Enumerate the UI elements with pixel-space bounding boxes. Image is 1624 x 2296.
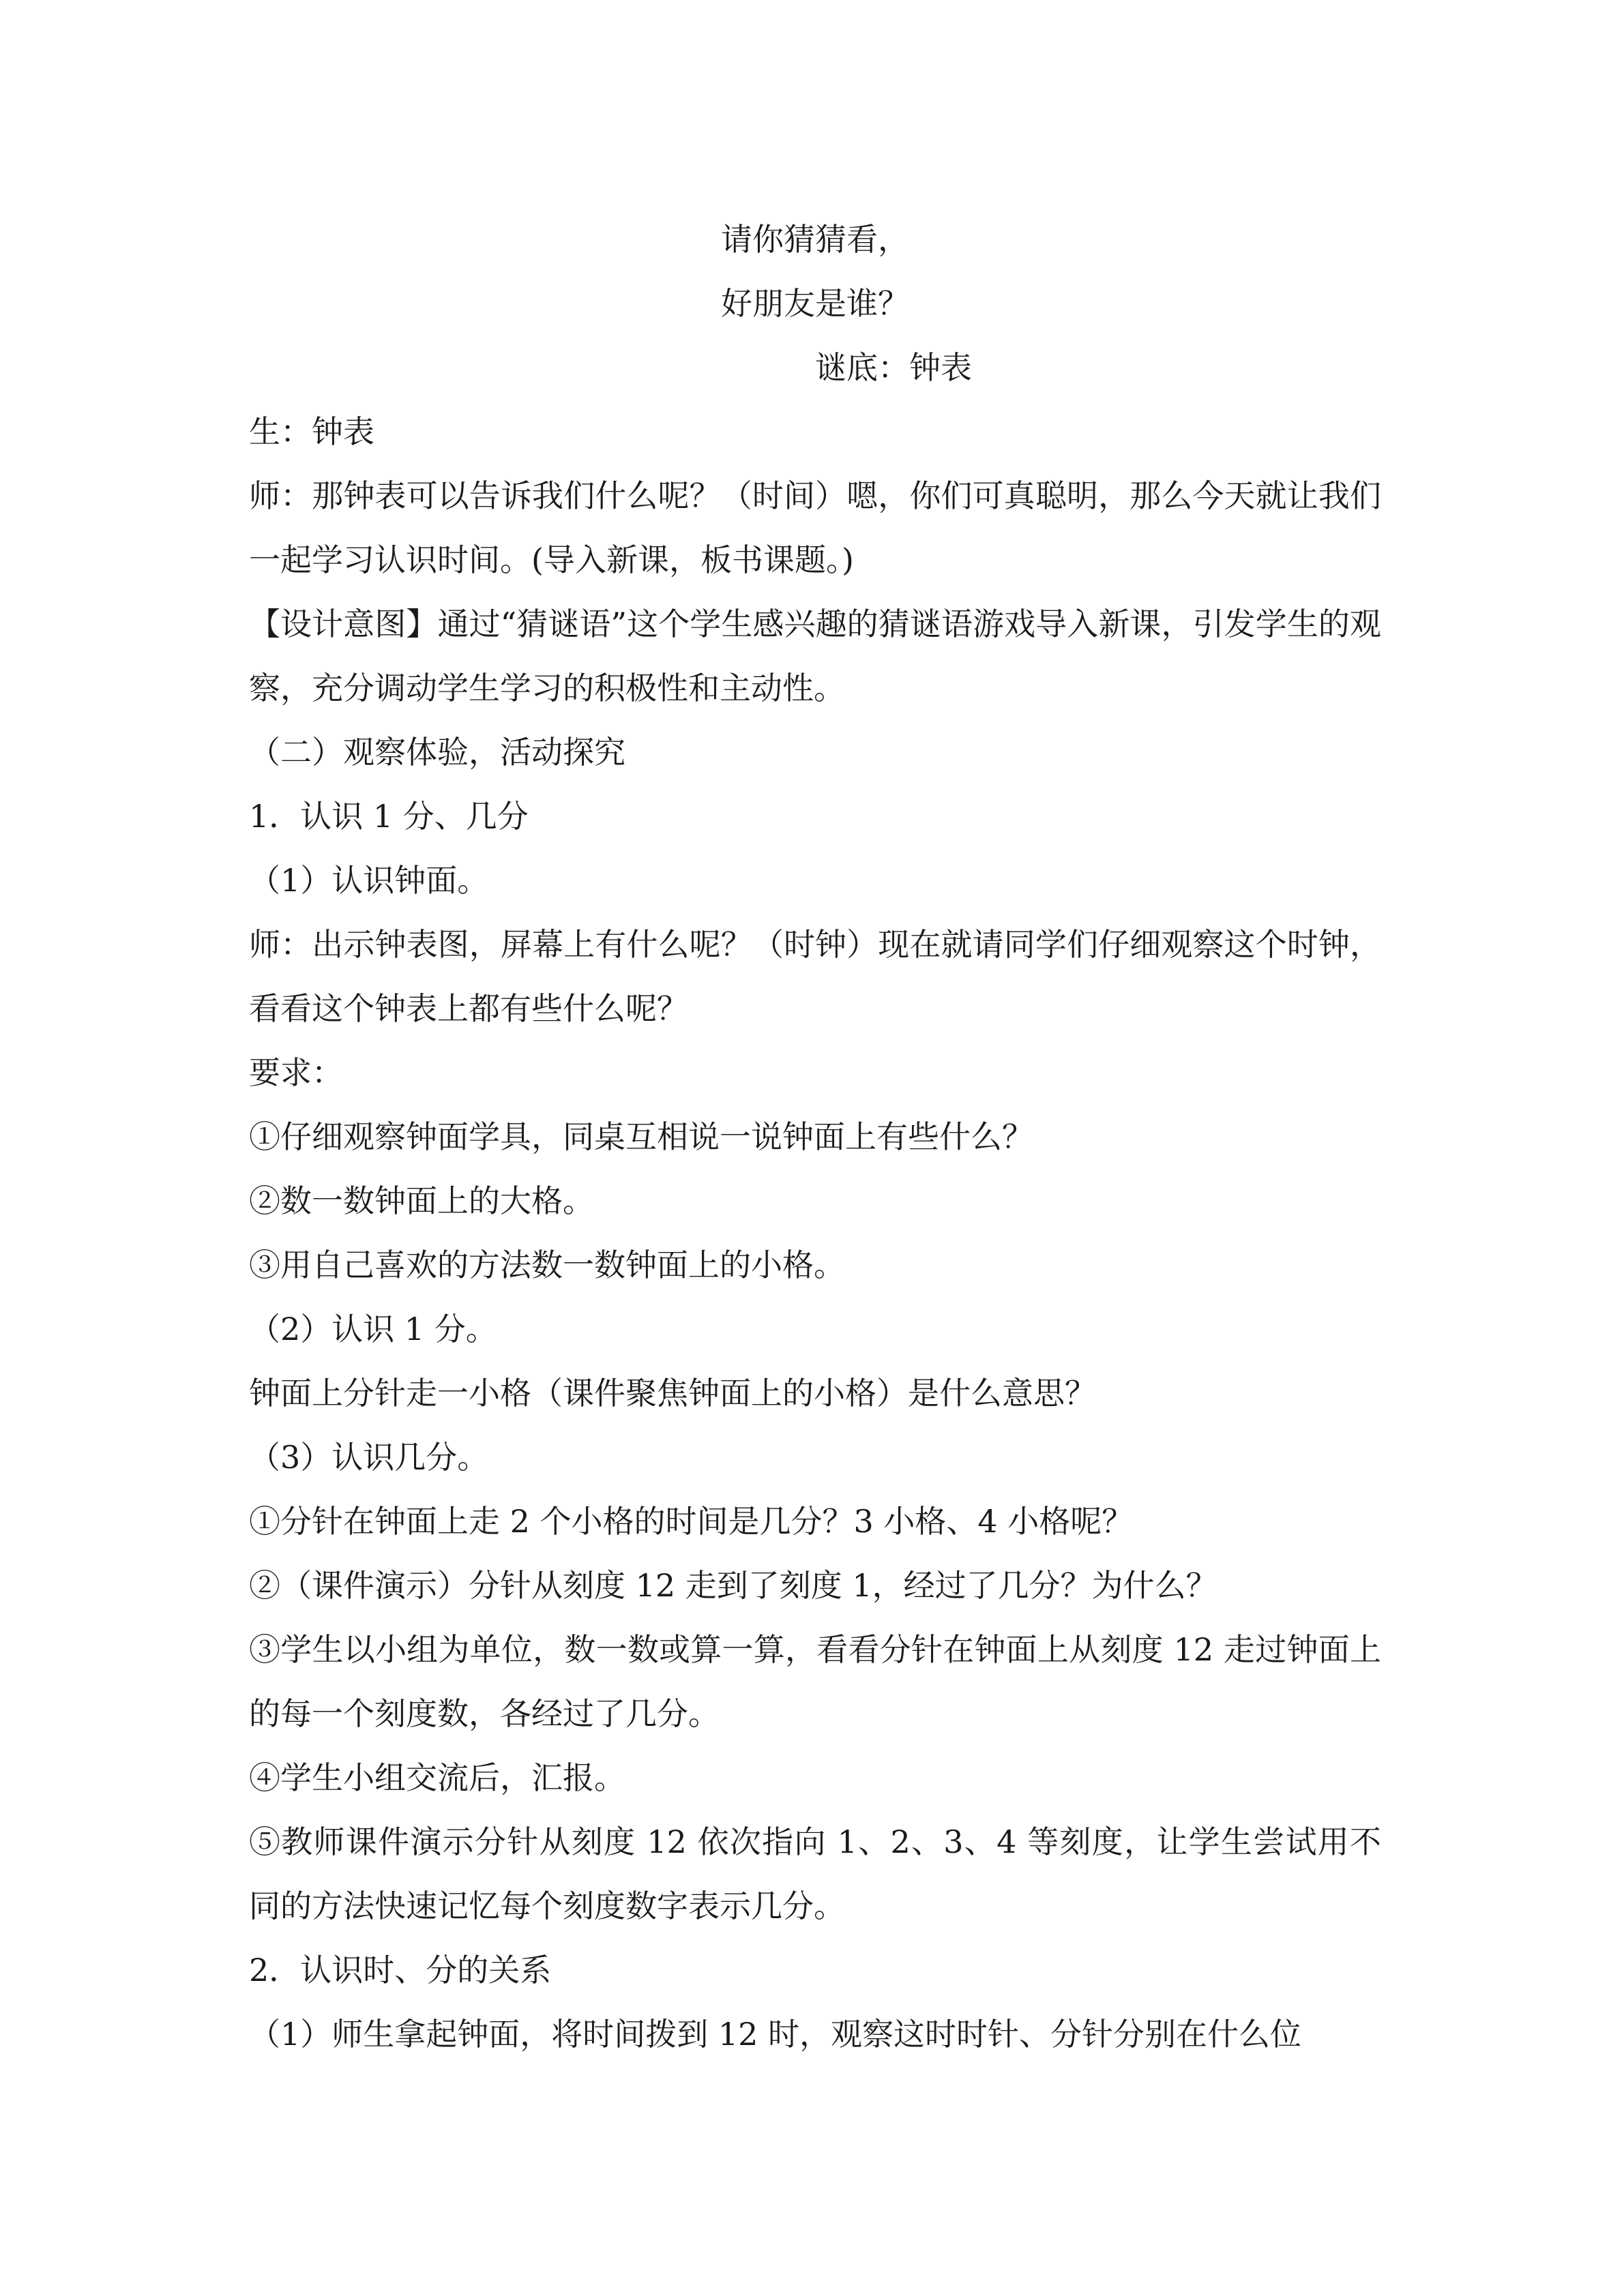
hour-minute-step-1: （1）师生拿起钟面，将时间拨到 12 时，观察这时时针、分针分别在什么位: [249, 2016, 1302, 2053]
student-answer: 生：钟表: [249, 413, 374, 450]
teacher-clock-paragraph: 师：出示钟表图，屏幕上有什么呢？（时钟）现在就请同学们仔细观察这个时钟，看看这个钟表上都有些什么呢？: [249, 926, 1381, 1027]
document-body: [249, 207, 1381, 2066]
minute-question: 钟面上分针走一小格（课件聚焦钟面上的小格）是什么意思？: [249, 1375, 1096, 1412]
requirements-label: 要求：: [249, 1054, 343, 1091]
requirement-item-2: ②数一数钟面上的大格。: [249, 1182, 594, 1219]
step-heading-2: （2）认识 1 分。: [249, 1311, 497, 1347]
step-heading-1: （1）认识钟面。: [249, 862, 489, 899]
teacher-intro-paragraph: 师：那钟表可以告诉我们什么呢？（时间）嗯，你们可真聪明，那么今天就让我们一起学习认识时间。(导入新课，板书课题。): [249, 477, 1381, 578]
subsection-heading-1: 1．认识 1 分、几分: [249, 798, 529, 835]
minutes-item-4: ④学生小组交流后，汇报。: [249, 1759, 625, 1796]
requirement-item-1: ①仔细观察钟面学具，同桌互相说一说钟面上有些什么？: [249, 1118, 1033, 1155]
riddle-line-2: 好朋友是谁？: [721, 285, 909, 322]
step-heading-3: （3）认识几分。: [249, 1439, 489, 1476]
minutes-item-3: ③学生以小组为单位，数一数或算一算，看看分针在钟面上从刻度 12 走过钟面上的每一个刻度数，各经过了几分。: [249, 1631, 1381, 1732]
minutes-item-1: ①分针在钟面上走 2 个小格的时间是几分？3 小格、4 小格呢？: [249, 1503, 1134, 1540]
minutes-item-2: ②（课件演示）分针从刻度 12 走到了刻度 1，经过了几分？为什么？: [249, 1567, 1217, 1604]
design-intent-paragraph: 【设计意图】通过“猜谜语”这个学生感兴趣的猜谜语游戏导入新课，引发学生的观察，充分调动学生学习的积极性和主动性。: [249, 606, 1381, 706]
minutes-item-5: ⑤教师课件演示分针从刻度 12 依次指向 1、2、3、4 等刻度，让学生尝试用不同的方法快速记忆每个刻度数字表示几分。: [249, 1823, 1381, 1924]
riddle-line-1: 请你猜猜看，: [721, 221, 909, 258]
subsection-heading-2: 2．认识时、分的关系: [249, 1952, 552, 1988]
riddle-answer: 谜底：钟表: [815, 349, 972, 386]
section-heading-2: （二）观察体验，活动探究: [249, 734, 625, 771]
requirement-item-3: ③用自己喜欢的方法数一数钟面上的小格。: [249, 1247, 845, 1283]
